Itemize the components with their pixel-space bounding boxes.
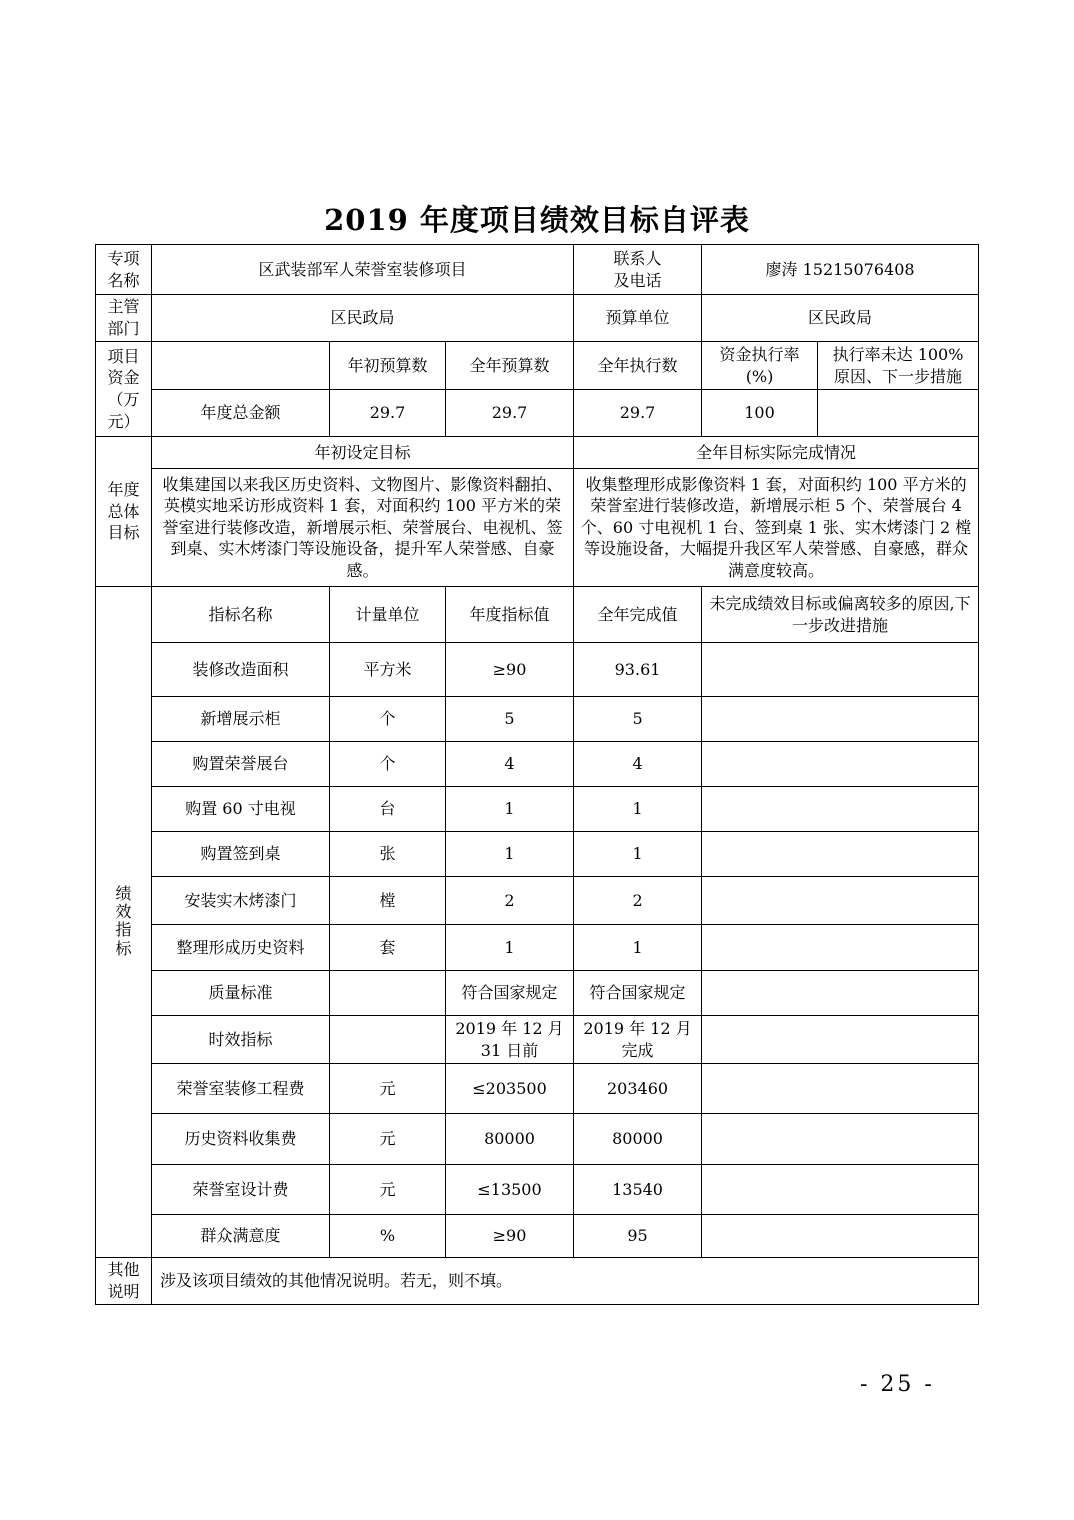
other-label: 其他 说明 (96, 1258, 152, 1305)
indicator-target: ≤203500 (446, 1064, 574, 1114)
indicator-name: 质量标准 (152, 971, 330, 1016)
indicator-actual: 2 (574, 877, 702, 925)
funds-col-executed: 全年执行数 (574, 342, 702, 390)
table-row (96, 832, 979, 877)
indicator-reason (702, 832, 979, 877)
indicator-target: ≤13500 (446, 1165, 574, 1215)
indicator-name: 购置 60 寸电视 (152, 787, 330, 832)
indicator-unit: 元 (330, 1064, 446, 1114)
indicator-target: 1 (446, 925, 574, 971)
table-row (96, 1215, 979, 1258)
indicator-unit: 套 (330, 925, 446, 971)
other-text: 涉及该项目绩效的其他情况说明。若无，则不填。 (152, 1258, 979, 1305)
indicator-col-target: 年度指标值 (446, 587, 574, 643)
funds-initial-value: 29.7 (330, 390, 446, 437)
indicator-actual: 5 (574, 697, 702, 742)
goals-set-text: 收集建国以来我区历史资料、文物图片、影像资料翻拍、英模实地采访形成资料 1 套，对面积约 100 平方米的荣誉室进行装修改造，新增展示柜、荣誉展台、电视机、签到桌、实木烤漆门等设施设备，提升军人荣誉感、自豪感。 (152, 469, 574, 587)
indicator-target: 80000 (446, 1114, 574, 1165)
table-row (96, 877, 979, 925)
funds-blank-cell (152, 342, 330, 390)
indicator-unit: 张 (330, 832, 446, 877)
indicator-name: 新增展示柜 (152, 697, 330, 742)
table-row (96, 925, 979, 971)
indicator-col-reason: 未完成绩效目标或偏离较多的原因,下一步改进措施 (702, 587, 979, 643)
table-row (96, 697, 979, 742)
indicator-unit: 平方米 (330, 643, 446, 697)
funds-col-rate: 资金执行率 (%) (702, 342, 818, 390)
indicator-unit: 台 (330, 787, 446, 832)
funds-row-label: 年度总金额 (152, 390, 330, 437)
funds-col-initial: 年初预算数 (330, 342, 446, 390)
table-row (96, 742, 979, 787)
contact-value: 廖涛 15215076408 (702, 245, 979, 295)
indicator-name: 群众满意度 (152, 1215, 330, 1258)
indicator-reason (702, 971, 979, 1016)
table-row (96, 1064, 979, 1114)
indicator-reason (702, 1016, 979, 1064)
indicator-unit: 樘 (330, 877, 446, 925)
indicator-actual: 4 (574, 742, 702, 787)
indicator-reason (702, 697, 979, 742)
indicator-target: 4 (446, 742, 574, 787)
indicator-unit (330, 1016, 446, 1064)
indicator-reason (702, 1165, 979, 1215)
indicator-col-unit: 计量单位 (330, 587, 446, 643)
indicator-target: 1 (446, 832, 574, 877)
funds-reason-value (818, 390, 979, 437)
indicator-unit: 个 (330, 697, 446, 742)
funds-rate-value: 100 (702, 390, 818, 437)
indicator-reason (702, 1215, 979, 1258)
indicator-name: 装修改造面积 (152, 643, 330, 697)
goals-actual-header: 全年目标实际完成情况 (574, 437, 979, 469)
goals-set-header: 年初设定目标 (152, 437, 574, 469)
indicator-unit (330, 971, 446, 1016)
indicator-col-actual: 全年完成值 (574, 587, 702, 643)
indicator-name: 荣誉室设计费 (152, 1165, 330, 1215)
dept-label: 主管 部门 (96, 295, 152, 342)
page-title: 2019 年度项目绩效目标自评表 (324, 203, 750, 237)
self-evaluation-form (95, 244, 979, 1305)
funds-label: 项目 资金 （万 元） (96, 342, 152, 437)
indicator-actual: 203460 (574, 1064, 702, 1114)
indicator-reason (702, 742, 979, 787)
indicator-actual: 符合国家规定 (574, 971, 702, 1016)
indicator-actual: 1 (574, 832, 702, 877)
indicator-reason (702, 925, 979, 971)
indicator-reason (702, 1064, 979, 1114)
indicator-actual: 1 (574, 925, 702, 971)
indicator-target: 5 (446, 697, 574, 742)
indicator-actual: 80000 (574, 1114, 702, 1165)
indicator-actual: 2019 年 12 月 完成 (574, 1016, 702, 1064)
project-name-label: 专项 名称 (96, 245, 152, 295)
table-row (96, 643, 979, 697)
indicator-target: 2019 年 12 月 31 日前 (446, 1016, 574, 1064)
indicator-unit: 元 (330, 1165, 446, 1215)
indicator-target: 符合国家规定 (446, 971, 574, 1016)
project-name-value: 区武装部军人荣誉室装修项目 (152, 245, 574, 295)
dept-value: 区民政局 (152, 295, 574, 342)
indicator-target: 2 (446, 877, 574, 925)
indicator-unit: 元 (330, 1114, 446, 1165)
indicator-reason (702, 787, 979, 832)
indicator-actual: 93.61 (574, 643, 702, 697)
indicator-name: 购置荣誉展台 (152, 742, 330, 787)
funds-full-value: 29.7 (446, 390, 574, 437)
table-row (96, 1165, 979, 1215)
indicator-name: 时效指标 (152, 1016, 330, 1064)
budget-unit-label: 预算单位 (574, 295, 702, 342)
indicator-reason (702, 643, 979, 697)
indicators-label: 绩效指标 (96, 587, 152, 1258)
page-number: - 25 - (860, 1372, 935, 1397)
indicator-name: 整理形成历史资料 (152, 925, 330, 971)
indicator-target: ≥90 (446, 643, 574, 697)
indicator-actual: 1 (574, 787, 702, 832)
indicator-name: 荣誉室装修工程费 (152, 1064, 330, 1114)
budget-unit-value: 区民政局 (702, 295, 979, 342)
goals-label: 年度 总体 目标 (96, 437, 152, 587)
funds-executed-value: 29.7 (574, 390, 702, 437)
table-row (96, 971, 979, 1016)
table-row (96, 1114, 979, 1165)
indicator-col-name: 指标名称 (152, 587, 330, 643)
indicator-reason (702, 1114, 979, 1165)
table-row (96, 1016, 979, 1064)
indicator-name: 安装实木烤漆门 (152, 877, 330, 925)
table-row (96, 787, 979, 832)
goals-actual-text: 收集整理形成影像资料 1 套，对面积约 100 平方米的荣誉室进行装修改造，新增展示柜 5 个、荣誉展台 4 个、60 寸电视机 1 台、签到桌 1 张、实木烤漆门 2 樘等设施设备，大幅提升我区军人荣誉感、自豪感，群众满意度较高。 (574, 469, 979, 587)
indicator-target: 1 (446, 787, 574, 832)
indicator-name: 购置签到桌 (152, 832, 330, 877)
indicator-reason (702, 877, 979, 925)
indicator-name: 历史资料收集费 (152, 1114, 330, 1165)
funds-col-reason: 执行率未达 100% 原因、下一步措施 (818, 342, 979, 390)
contact-label: 联系人 及电话 (574, 245, 702, 295)
indicator-target: ≥90 (446, 1215, 574, 1258)
indicator-actual: 13540 (574, 1165, 702, 1215)
funds-col-full: 全年预算数 (446, 342, 574, 390)
indicator-unit: % (330, 1215, 446, 1258)
indicator-unit: 个 (330, 742, 446, 787)
indicator-actual: 95 (574, 1215, 702, 1258)
